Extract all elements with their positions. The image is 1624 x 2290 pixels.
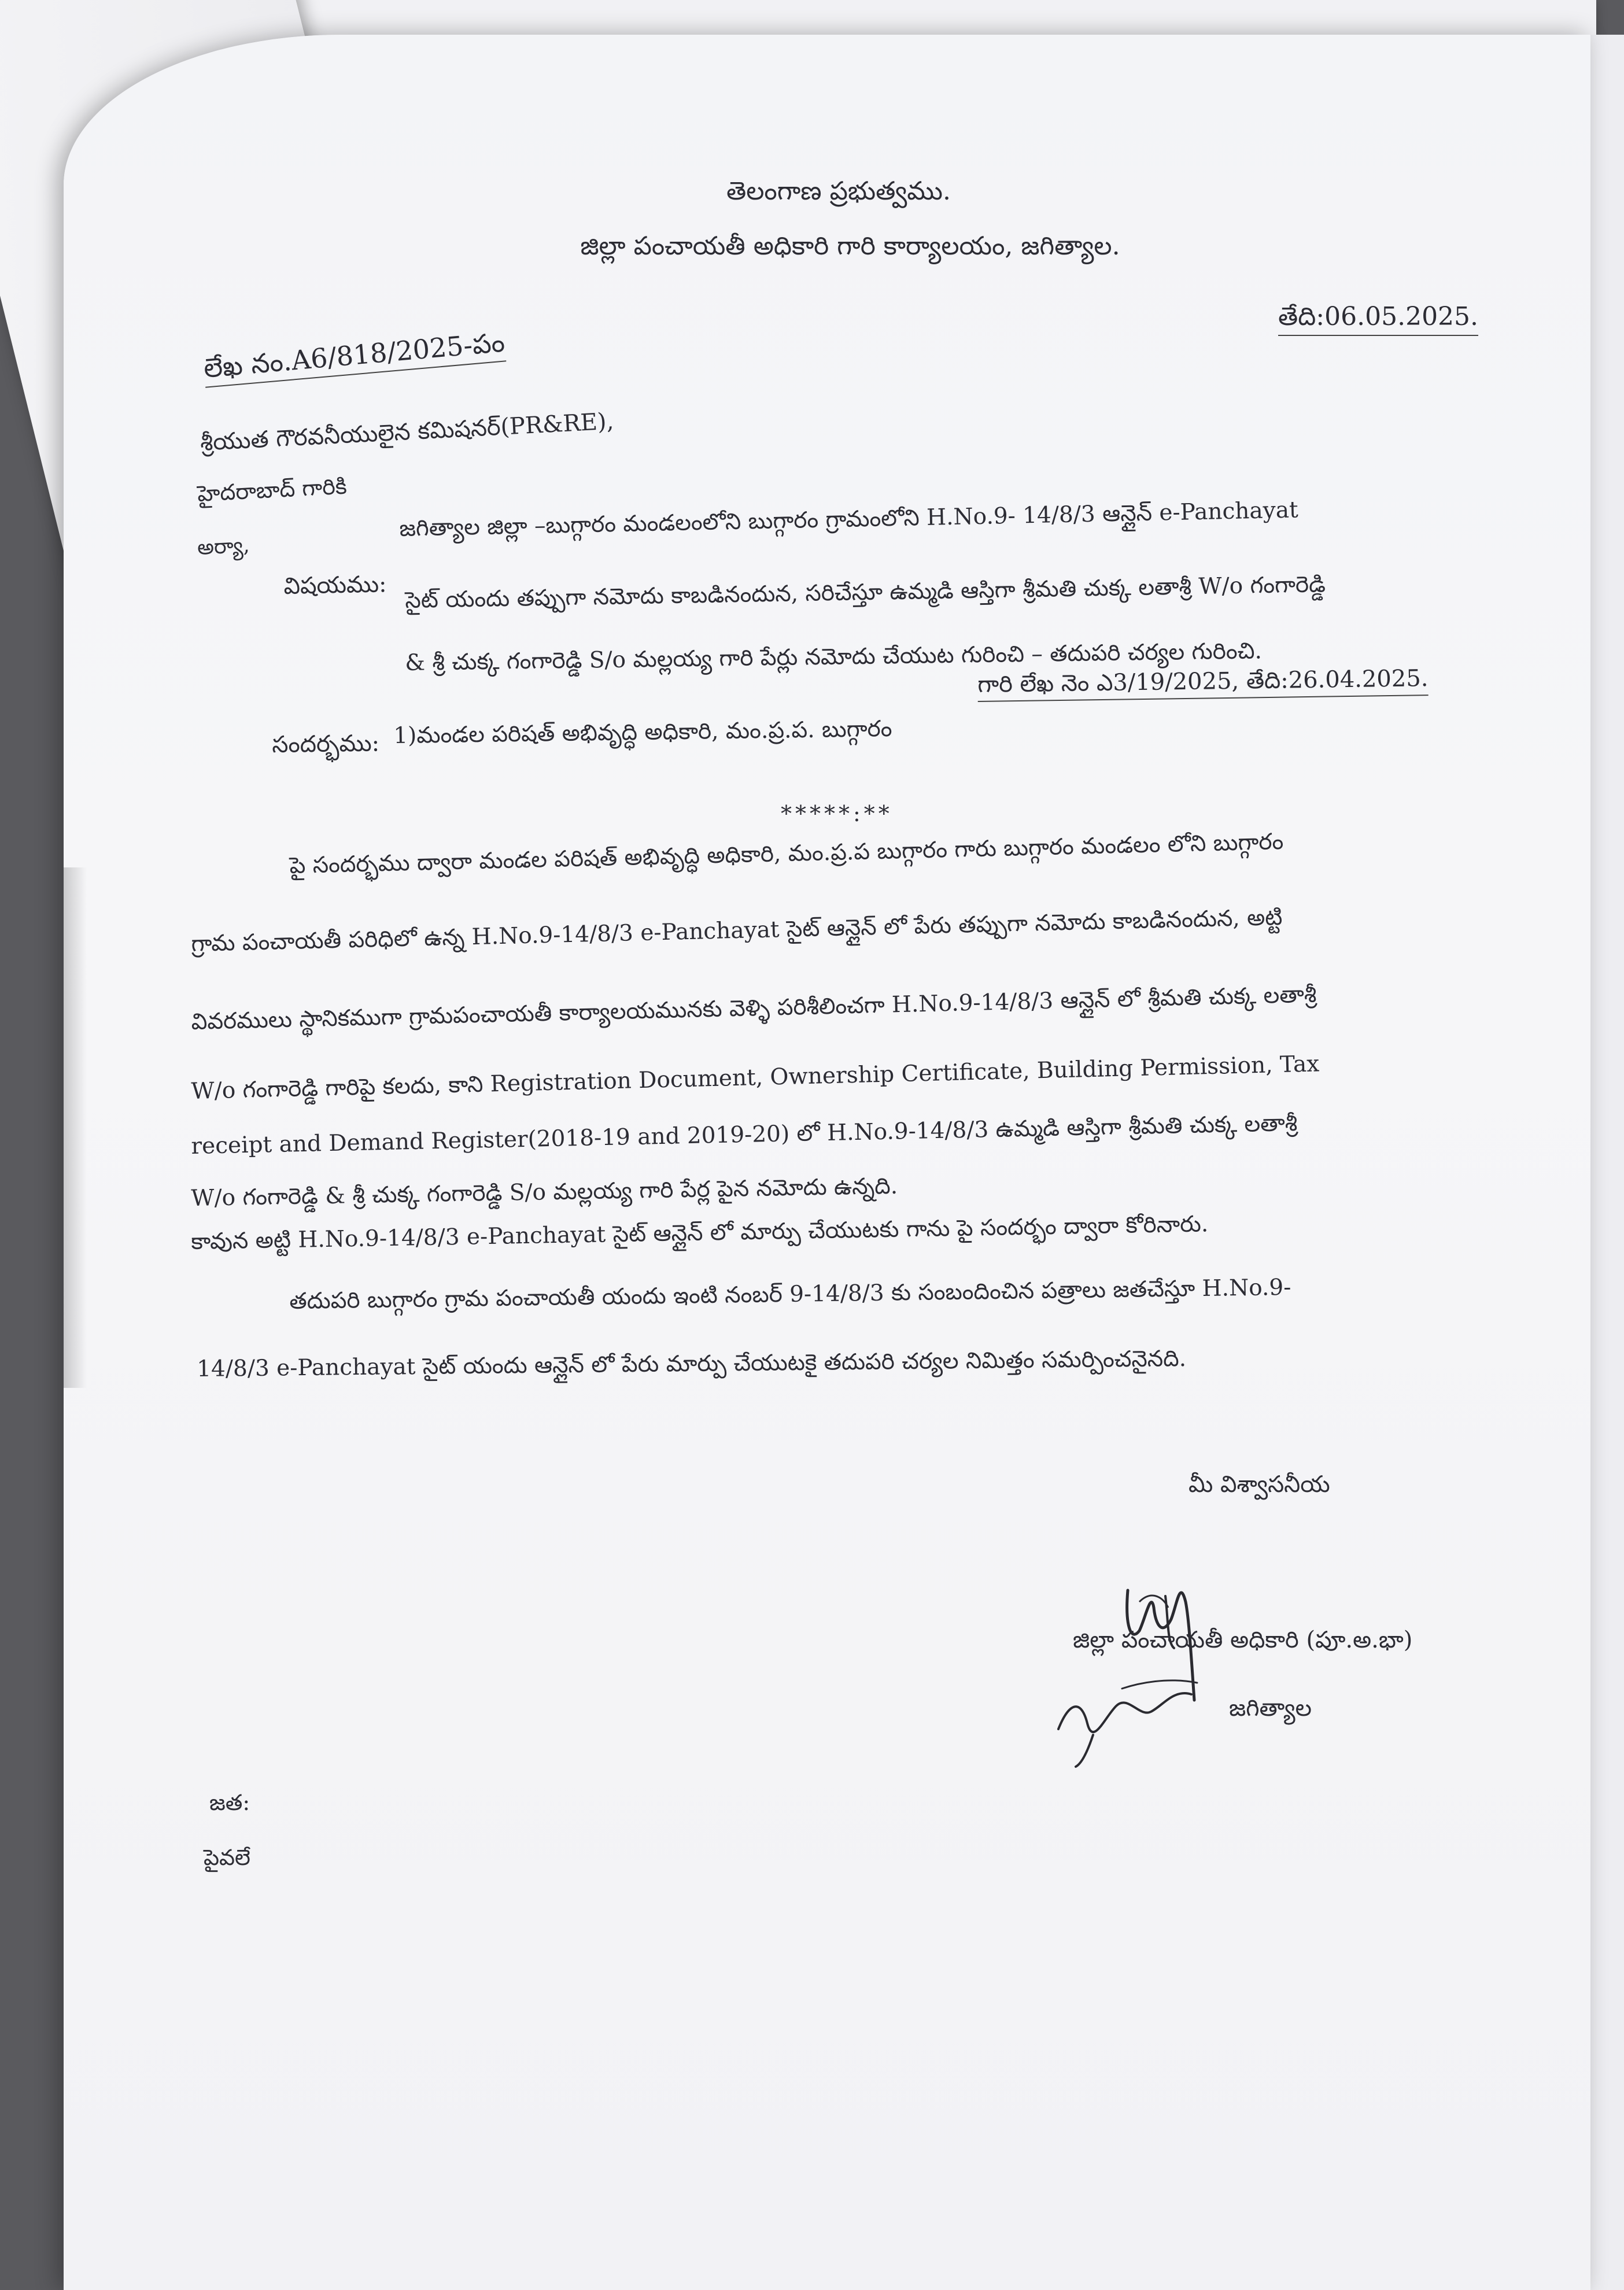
salutation: అర్యా,	[197, 533, 250, 560]
body-p1-line-6: W/o గంగారెడ్డి & శ్రీ చుక్క గంగారెడ్డి S/o మల్లయ్య గారి పేర్ల పైన నమోదు ఉన్నది.	[191, 1173, 898, 1212]
subject-line-3: & శ్రీ చుక్క గంగారెడ్డి S/o మల్లయ్య గారి పేర్లు నమోదు చేయుట గురించి – తదుపరి చర్యల గురించి.	[405, 638, 1263, 676]
letter-date: తేది:06.05.2025.	[1278, 302, 1478, 336]
government-heading: తెలంగాణ ప్రభుత్వము.	[726, 176, 951, 206]
closing-place: జగిత్యాల	[1229, 1695, 1312, 1722]
closing-designation: జిల్లా పంచాయతీ అధికారి (పూ.అ.భా)	[1073, 1627, 1413, 1653]
body-p2-line-1: తదుపరి బుగ్గారం గ్రామ పంచాయతీ యందు ఇంటి నంబర్ 9-14/8/3 కు సంబందించిన పత్రాలు జతచేస్తూ H.No.9-	[289, 1274, 1291, 1314]
body-p1-line-2: గ్రామ పంచాయతీ పరిధిలో ఉన్న H.No.9-14/8/3 e-Panchayat సైట్ ఆన్లైన్ లో పేరు తప్పుగా నమోదు కాబడినందున, అట్టి	[191, 904, 1283, 957]
subject-label: విషయము:	[283, 571, 387, 600]
section-separator: *****:**	[781, 801, 893, 826]
addressee-line-2: హైదరాబాద్ గారికి	[197, 473, 348, 507]
office-heading: జిల్లా పంచాయతీ అధికారి గారి కార్యాలయం, జగిత్యాల.	[580, 231, 1120, 261]
subject-line-1: జగిత్యాల జిల్లా –బుగ్గారం మండలంలోని బుగ్గారం గ్రామంలోని H.No.9- 14/8/3 ఆన్లైన్ e-Panchayat	[399, 497, 1299, 542]
body-p1-line-1: పై సందర్భము ద్వారా మండల పరిషత్ అభివృద్ధి అధికారి, మం.ప్ర.ప బుగ్గారం గారు బుగ్గారం మండలం లోని బుగ్గారం	[289, 828, 1284, 879]
body-p1-line-7: కావున అట్టి H.No.9-14/8/3 e-Panchayat సైట్ ఆన్లైన్ లో మార్పు చేయుటకు గాను పై సందర్భం ద్వారా కోరినారు.	[191, 1211, 1209, 1255]
body-p1-line-4: W/o గంగారెడ్డి గారిపై కలదు, కాని Registration Document, Ownership Certificate, Building Permission, Tax	[191, 1051, 1320, 1105]
reference-text: 1)మండల పరిషత్ అభివృద్ధి అధికారి, మం.ప్ర.ప. బుగ్గారం	[393, 715, 892, 749]
enclosure-label: జత:	[209, 1790, 250, 1815]
reference-label: సందర్భము:	[272, 730, 380, 758]
addressee-line-1: శ్రీయుత గౌరవనీయులైన కమిషనర్(PR&RE),	[200, 408, 615, 456]
body-p1-line-5: receipt and Demand Register(2018-19 and 2019-20) లో H.No.9-14/8/3 ఉమ్మడి ఆస్తిగా శ్రీమతి చుక్క లతాశ్రీ	[191, 1110, 1298, 1159]
body-p2-line-2: 14/8/3 e-Panchayat సైట్ యందు ఆన్లైన్ లో పేరు మార్పు చేయుటకై తదుపరి చర్యల నిమిత్తం సమర్పించనైనది.	[197, 1346, 1187, 1382]
enclosure-item: పైవలే	[204, 1845, 250, 1870]
subject-line-2: సైట్ యందు తప్పుగా నమోదు కాబడినందున, సరిచేస్తూ ఉమ్మడి ఆస్తిగా శ్రీమతి చుక్క లతాశ్రీ W/o గంగారెడ్డి	[405, 571, 1326, 614]
body-p1-line-3: వివరములు స్థానికముగా గ్రామపంచాయతీ కార్యాలయమునకు వెళ్ళి పరిశీలించగా H.No.9-14/8/3 ఆన్లైన్ లో శ్రీమతి చుక్క లతాశ్రీ	[191, 981, 1317, 1035]
reference-letter-number: గారి లేఖ నెం ఎ3/19/2025, తేది:26.04.2025.	[977, 664, 1429, 702]
letter-number: లేఖ నం.A6/818/2025-పం	[202, 326, 506, 387]
closing-salutation: మీ విశ్వాసనీయ	[1189, 1471, 1330, 1498]
